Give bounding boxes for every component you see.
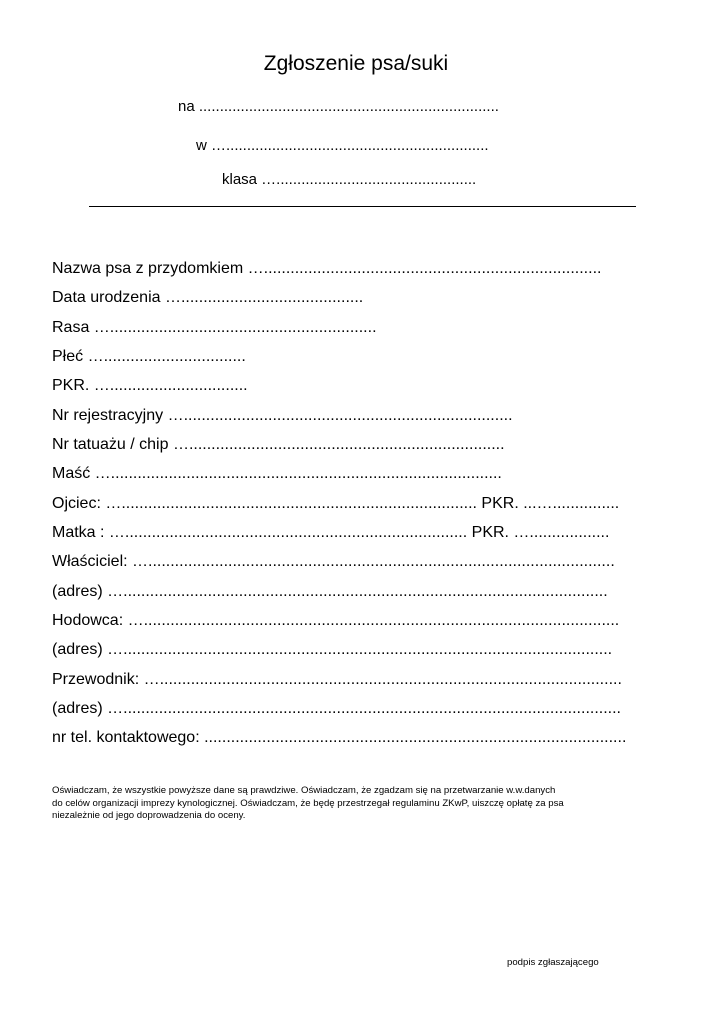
breeder-field: Hodowca: …...........................................................................................................	[52, 611, 620, 629]
signature-label: podpis zgłaszającego	[507, 957, 599, 968]
sex-field: Płeć …................................	[52, 347, 246, 365]
form-fields	[52, 257, 672, 756]
handler-address-field: (adres) …................................................................................................................	[52, 699, 621, 717]
owner-field: Właściciel: ….........................................................................................................	[52, 553, 615, 571]
tattoo-chip-field: Nr tatuażu / chip ….......................................................................	[52, 435, 505, 453]
registration-number-field: Nr rejestracyjny …..........................................................................	[52, 406, 513, 424]
sire-field: Ojciec: …................................................................................ PKR. ...…...............	[52, 494, 620, 512]
show-name-field: na ........................................................................	[178, 98, 499, 115]
owner-address-field: (adres) ….............................................................................................................	[52, 582, 608, 600]
contact-phone-field: nr tel. kontaktowego: ...............................................................................................	[52, 729, 627, 747]
breeder-address-field: (adres) …..............................................................................................................	[52, 641, 613, 659]
document-title: Zgłoszenie psa/suki	[263, 52, 449, 75]
handler-field: Przewodnik: …........................................................................................................	[52, 670, 622, 688]
dam-field: Matka : …............................................................................. PKR. …..................	[52, 523, 610, 541]
statement-line: do celów organizacji imprezy kynologicznej. Oświadczam, że będę przestrzegał regulaminu ZKwP, uiszczę opłatę za psa	[52, 797, 564, 809]
statement-line: niezależnie od jego doprowadzenia do oceny.	[52, 810, 246, 822]
pkr-field: PKR. …...............................	[52, 377, 248, 395]
breed-field: Rasa …............................................................	[52, 318, 377, 336]
statement-line: Oświadczam, że wszystkie powyższe dane są prawdziwe. Oświadczam, że zgadzam się na przetwarzanie w.w.danych	[52, 785, 556, 796]
show-location-field: w …...............................................................	[196, 137, 489, 154]
class-field: klasa …................................................	[222, 171, 477, 188]
coat-color-field: Maść …........................................................................................	[52, 465, 502, 483]
header-divider	[89, 206, 636, 207]
dog-name-field: Nazwa psa z przydomkiem …............................................................................	[52, 260, 602, 277]
declaration-statement	[52, 785, 652, 823]
birth-date-field: Data urodzenia ….........................................	[52, 289, 364, 307]
